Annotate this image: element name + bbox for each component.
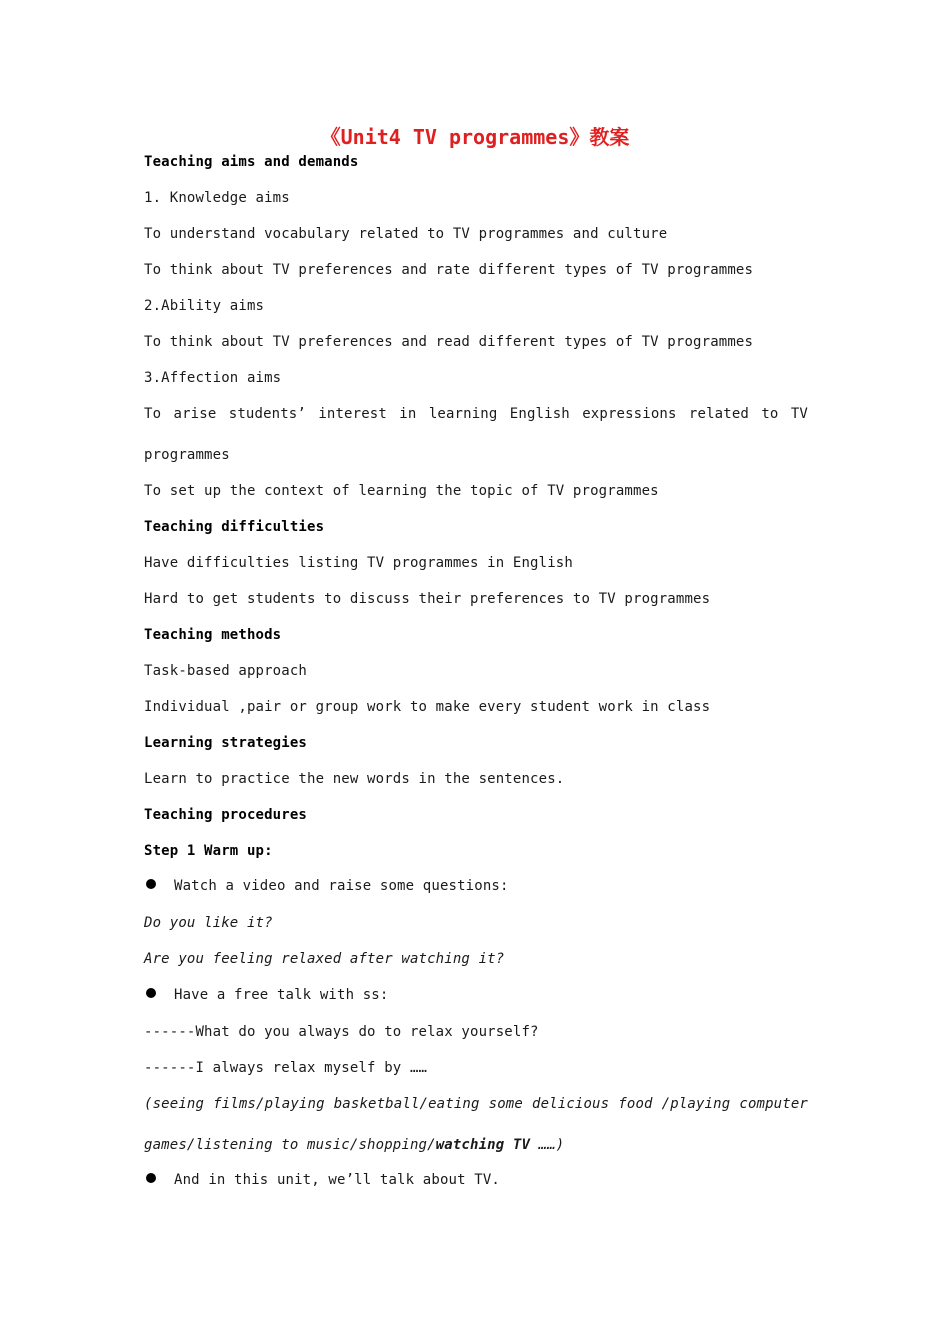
paragraph-line: To arise students’ interest in learning English expressions related to TV [144,406,808,422]
question-line: Do you like it? [144,915,273,931]
subheading-affection-aims: 3.Affection aims [144,370,282,386]
bullet-icon [146,879,156,889]
bullet-text: Watch a video and raise some questions: [174,878,509,894]
paragraph-line: Have difficulties listing TV programmes in English [144,555,573,571]
question-line: Are you feeling relaxed after watching it? [144,951,505,967]
examples-text: ……) [530,1137,565,1153]
heading-teaching-difficulties: Teaching difficulties [144,519,325,535]
examples-highlight: watching TV [435,1137,531,1153]
bullet-item [144,985,388,1005]
bullet-icon [146,988,156,998]
examples-line [144,1135,564,1155]
paragraph-line: Task-based approach [144,663,307,679]
paragraph-line: To think about TV preferences and rate different types of TV programmes [144,262,754,278]
examples-text: games/listening to music/shopping/ [144,1137,436,1153]
dialogue-line: ------I always relax myself by …… [144,1060,428,1076]
paragraph-line: Hard to get students to discuss their preferences to TV programmes [144,591,711,607]
heading-teaching-aims: Teaching aims and demands [144,154,359,170]
heading-teaching-procedures: Teaching procedures [144,807,307,823]
paragraph-line: To think about TV preferences and read different types of TV programmes [144,334,754,350]
paragraph-line: Individual ,pair or group work to make every student work in class [144,699,711,715]
bullet-text: And in this unit, we’ll talk about TV. [174,1172,500,1188]
bullet-item [144,1170,500,1190]
paragraph-line: To set up the context of learning the topic of TV programmes [144,483,659,499]
bullet-item [144,876,509,896]
document-title: 《Unit4 TV programmes》教案 [320,125,630,149]
examples-line: (seeing films/playing basketball/eating some delicious food /playing computer [144,1096,808,1112]
subheading-knowledge-aims: 1. Knowledge aims [144,190,290,206]
paragraph-line: programmes [144,447,230,463]
paragraph-line: Learn to practice the new words in the sentences. [144,771,565,787]
dialogue-line: ------What do you always do to relax yourself? [144,1024,539,1040]
heading-teaching-methods: Teaching methods [144,627,282,643]
paragraph-line: To understand vocabulary related to TV programmes and culture [144,226,668,242]
bullet-text: Have a free talk with ss: [174,987,389,1003]
heading-learning-strategies: Learning strategies [144,735,307,751]
bullet-icon [146,1173,156,1183]
heading-step-1: Step 1 Warm up: [144,843,273,859]
subheading-ability-aims: 2.Ability aims [144,298,265,314]
